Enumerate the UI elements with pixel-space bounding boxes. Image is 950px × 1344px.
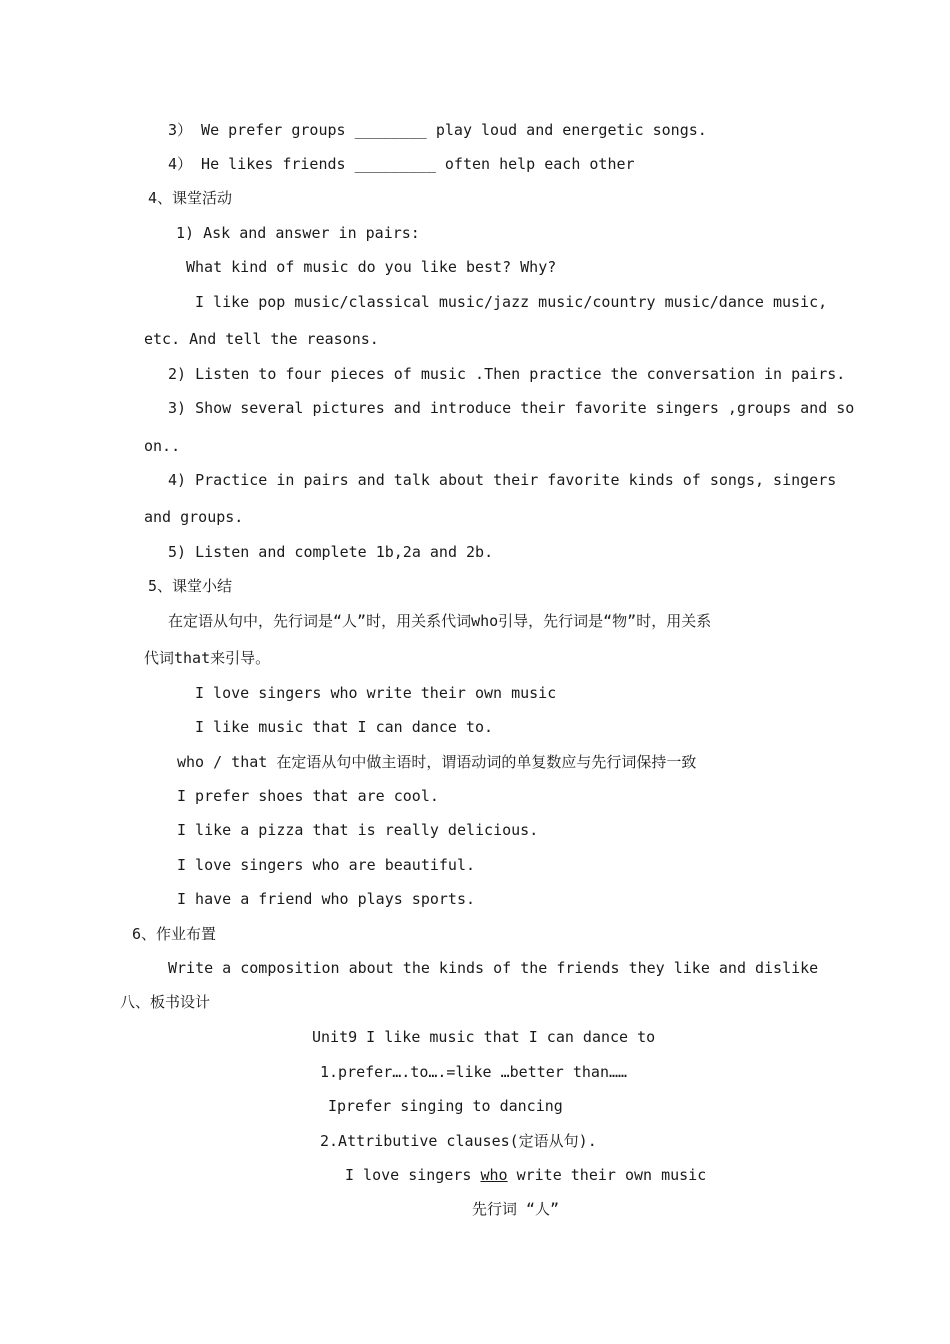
activity-item-2: 2) Listen to four pieces of music .Then practice the conversation in pairs. [168,365,846,383]
activity-item-3-line-2: on.. [144,437,181,455]
summary-example-4: I like a pizza that is really delicious. [177,821,539,839]
activity-item-1: 1) Ask and answer in pairs: [176,224,420,242]
exercise-item-4: 4） He likes friends _________ often help each other [168,155,635,173]
homework-text: Write a composition about the kinds of the friends they like and dislike [168,959,819,977]
board-title: Unit9 I like music that I can dance to [312,1028,656,1046]
board-example-2-part-2: write their own music [507,1166,707,1184]
activity-question: What kind of music do you like best? Why? [186,258,557,276]
section-heading-blackboard-design: 八、板书设计 [120,993,211,1011]
activity-answer-line-2: etc. And tell the reasons. [144,330,379,348]
summary-text-line-2: 代词that来引导。 [144,649,271,667]
summary-rule: who / that 在定语从句中做主语时，谓语动词的单复数应与先行词保持一致 [177,753,697,771]
activity-item-4-line-1: 4) Practice in pairs and talk about their favorite kinds of songs, singers [168,471,837,489]
summary-example-1: I love singers who write their own music [195,684,557,702]
section-heading-classroom-activities: 4、课堂活动 [148,189,233,207]
activity-answer-line-1: I like pop music/classical music/jazz music/country music/dance music, [195,293,828,311]
summary-example-6: I have a friend who plays sports. [177,890,476,908]
section-heading-homework: 6、作业布置 [132,925,217,943]
board-example-1: Iprefer singing to dancing [328,1097,563,1115]
activity-item-3-line-1: 3) Show several pictures and introduce their favorite singers ,groups and so [168,399,855,417]
board-example-2 [345,1165,706,1185]
board-point-2: 2.Attributive clauses(定语从句). [320,1132,597,1150]
activity-item-5: 5) Listen and complete 1b,2a and 2b. [168,543,494,561]
exercise-item-3: 3） We prefer groups ________ play loud and energetic songs. [168,121,707,139]
summary-example-3: I prefer shoes that are cool. [177,787,439,805]
underlined-relative-pronoun: who [480,1166,508,1184]
summary-example-5: I love singers who are beautiful. [177,856,476,874]
board-point-1: 1.prefer….to….=like …better than…… [320,1063,628,1081]
summary-example-2: I like music that I can dance to. [195,718,494,736]
board-example-2-part-1: I love singers [345,1166,481,1184]
activity-item-4-line-2: and groups. [144,508,244,526]
board-antecedent-note: 先行词 “人” [472,1200,560,1218]
section-heading-summary: 5、课堂小结 [148,577,233,595]
summary-text-line-1: 在定语从句中，先行词是“人”时，用关系代词who引导，先行词是“物”时，用关系 [168,612,712,630]
